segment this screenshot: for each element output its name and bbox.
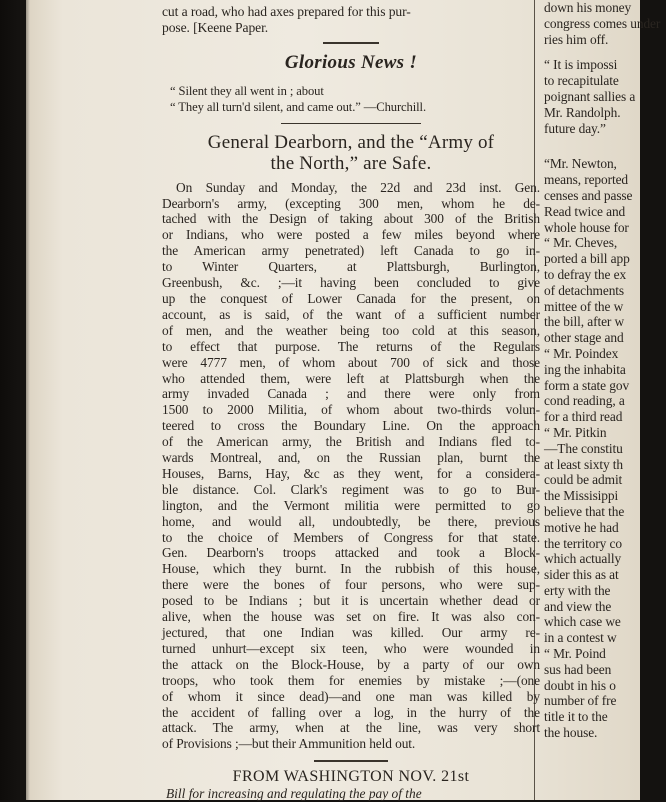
article-line: were 4777 men, of whom about 700 of sick and those <box>162 354 540 370</box>
right-column-line: Read twice and <box>544 203 626 219</box>
divider <box>323 42 379 44</box>
right-column-line: ries him off. <box>544 31 609 47</box>
right-column-line: the bill, after w <box>544 314 625 330</box>
article-line: lington, and the Vermont militia were permitted to go <box>162 497 540 513</box>
article-line: the accident of falling over a log, in the hurry of the <box>162 704 540 720</box>
right-column-line: means, reported <box>544 172 629 188</box>
right-column-line: ported a bill app <box>544 251 630 267</box>
article-title <box>162 132 540 174</box>
right-column-line: which actually <box>544 551 622 567</box>
right-column-line: title it to the <box>544 709 608 725</box>
text-line: pose. [Keene Paper. <box>162 19 269 35</box>
article-title-line: the North,” are Safe. <box>270 152 432 174</box>
article-line: alive, when the house was set on fire. It was also con- <box>162 609 540 625</box>
article-line: 1500 to 2000 Militia, of whom about two-thirds volun- <box>162 402 540 418</box>
text-line: Bill for increasing and regulating the pay of the <box>166 786 422 802</box>
headline: Glorious News ! <box>284 51 418 73</box>
right-column-line: mittee of the w <box>544 298 624 314</box>
main-column <box>162 0 540 800</box>
right-column-line: Mr. Randolph. <box>544 104 621 120</box>
article-line: army invaded Canada ; and there were only from <box>162 386 540 402</box>
article-line: home, and would all, undoubtedly, be there, previous <box>162 513 540 529</box>
right-column-line: at least sixty th <box>544 456 624 472</box>
article-line: tached with the Design of taking about 300 of the British <box>162 211 540 227</box>
right-column-line: “ Mr. Poindex <box>544 345 619 361</box>
spacer <box>540 136 666 146</box>
right-column-line: “ It is impossi <box>544 57 618 73</box>
article-line: or Indians, who were posted a few miles beyond where <box>162 227 540 243</box>
right-column-line: doubt in his o <box>544 677 616 693</box>
right-column-line: sus had been <box>544 661 612 677</box>
article-body <box>162 180 540 753</box>
right-column-line: for a third read <box>544 409 623 425</box>
right-column-line: could be admit <box>544 472 623 488</box>
right-column-line: form a state gov <box>544 377 630 393</box>
right-column-line: which case we <box>544 614 621 630</box>
right-column <box>540 0 666 800</box>
article-line: Gen. Dearborn's troops attacked and took a Block- <box>162 545 540 561</box>
article-line: On Sunday and Monday, the 22d and 23d inst. Gen. <box>176 179 540 195</box>
page-edge-shadow <box>0 0 30 800</box>
right-column-line: sider this as at <box>544 567 619 583</box>
article-line: to the choice of Members of Congress for that state. <box>162 529 540 545</box>
article-line: ble distance. Col. Clark's regiment was to go to Bur- <box>162 481 540 497</box>
article-line: of whom it since dead)—and one man was killed by <box>162 688 540 704</box>
right-column-line: to defray the ex <box>544 266 627 282</box>
right-column-line: “ Mr. Poind <box>544 646 606 662</box>
right-column-line: poignant sallies a <box>544 88 636 104</box>
spacer <box>540 47 666 57</box>
right-column-line: down his money <box>544 0 632 15</box>
divider <box>281 123 421 124</box>
right-column-line: censes and passe <box>544 187 633 203</box>
quote-line: “ Silent they all went in ; about <box>170 83 324 98</box>
article-title-line: General Dearborn, and the “Army of <box>207 131 495 153</box>
right-column-line: “ Mr. Cheves, <box>544 235 618 251</box>
right-column-line: erty with the <box>544 582 611 598</box>
epigraph-quote <box>162 84 540 116</box>
previous-article-ending <box>162 4 540 36</box>
right-column-line: number of fre <box>544 693 617 709</box>
dateline: FROM WASHINGTON NOV. 21st <box>232 768 470 786</box>
article-line: troops, who took them for enemies by mistake ;—(one <box>162 672 540 688</box>
article-line: Dearborn's army, (excepting 300 men, whom he de- <box>162 195 540 211</box>
right-column-line: congress comes under <box>544 15 661 31</box>
right-column-line: “Mr. Newton, <box>544 156 617 172</box>
article-line: turned unhurt—except six teen, who were wounded in <box>162 640 540 656</box>
article-line: the attack on the Block-House, by a party of our own <box>162 656 540 672</box>
newspaper-page <box>26 0 661 802</box>
article-line: account, as is said, of the want of a sufficient number <box>162 306 540 322</box>
article-line: the American army penetrated) left Canada to go in- <box>162 243 540 259</box>
right-column-line: motive he had <box>544 519 619 535</box>
article-line: wards Montreal, and, on the Russian plan, burnt the <box>162 450 540 466</box>
article-line: up the conquest of Lower Canada for the present, on <box>162 290 540 306</box>
article-line: there were the bones of four persons, who were sup- <box>162 577 540 593</box>
article-line: to Winter Quarters, at Plattsburgh, Burlington, <box>162 259 540 275</box>
right-column-line: and view the <box>544 598 612 614</box>
article-line: Houses, Barns, Hay, &c as they went, for a considera- <box>162 465 540 481</box>
article-line: jectured, that one Indian was killed. Our army re- <box>162 625 540 640</box>
right-column-line: —The constitu <box>544 440 623 456</box>
quote-line: “ They all turn'd silent, and came out.” —Churchill. <box>170 99 426 114</box>
right-column-line: “ Mr. Pitkin <box>544 424 607 440</box>
spacer <box>540 146 666 156</box>
article-line: of Provisions ;—but their Ammunition held out. <box>162 736 416 752</box>
right-column-line: believe that the <box>544 503 625 519</box>
divider <box>314 760 388 762</box>
article-line: of men, and the weather being too cold at this season, <box>162 322 540 338</box>
article-line: teered to cross the Boundary Line. On the approach <box>162 418 540 434</box>
right-column-line: in a contest w <box>544 630 617 646</box>
article-line: to effect that purpose. The returns of the Regulars <box>162 338 540 354</box>
article-line: posed to be Indians ; but it is uncertain whether dead or <box>162 593 540 609</box>
right-column-line: other stage and <box>544 330 624 346</box>
right-column-line: of detachments <box>544 282 625 298</box>
article-line: of the American army, the British and Indians fled to- <box>162 434 540 450</box>
right-column-line: cond reading, a <box>544 393 625 409</box>
article-line: House, which they burnt. In the rubbish of this house, <box>162 561 540 577</box>
text-line: cut a road, who had axes prepared for this pur- <box>162 4 411 19</box>
right-column-line: ing the inhabita <box>544 361 626 377</box>
right-column-line: future day.” <box>544 120 606 136</box>
right-column-line: whole house for <box>544 219 629 235</box>
article-line: attack. The army, when at the line, was very short <box>162 720 540 736</box>
right-column-line: the Missisippi <box>544 488 619 504</box>
article-line: who attended them, were left at Plattsburgh when the <box>162 370 540 386</box>
right-column-line: the house. <box>544 725 598 741</box>
article-line: Greenbush, &c. ;—it having been concluded to give <box>162 275 540 291</box>
right-column-line: to recapitulate <box>544 73 619 89</box>
right-column-line: the territory co <box>544 535 622 551</box>
